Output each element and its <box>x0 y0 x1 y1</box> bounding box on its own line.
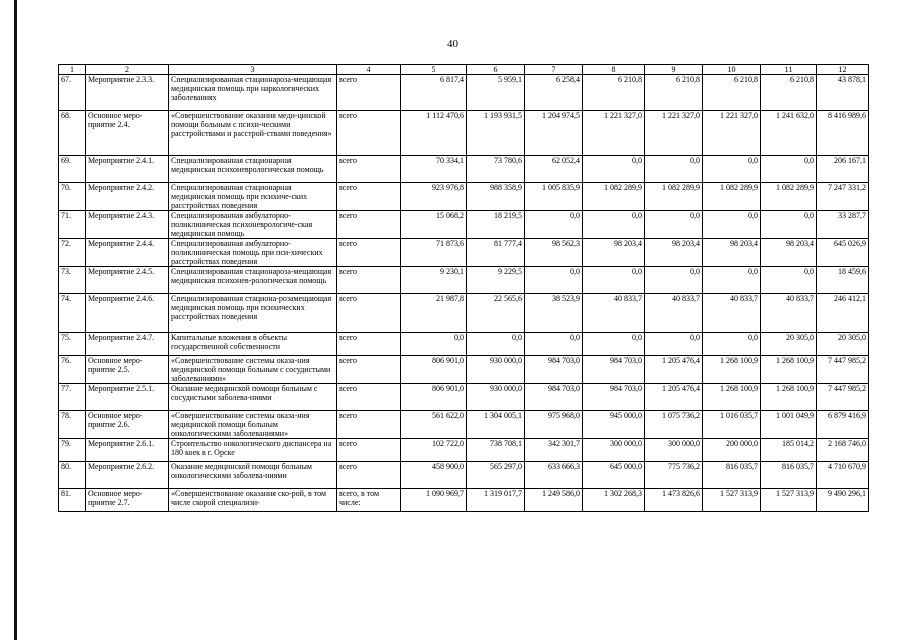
value-cell: 988 358,9 <box>467 183 525 211</box>
total-cell: 7 247 331,2 <box>817 183 869 211</box>
value-cell: 40 833,7 <box>583 294 645 333</box>
column-header: 9 <box>645 65 703 75</box>
activity-name: Оказание медицинской помощи больным с сосудистыми заболева-ниями <box>169 384 337 411</box>
row-number: 72. <box>59 239 86 267</box>
value-cell: 342 301,7 <box>525 439 583 462</box>
value-cell: 645 000,0 <box>583 462 645 489</box>
funding-source: всего <box>337 183 401 211</box>
column-header: 11 <box>761 65 817 75</box>
value-cell: 0,0 <box>467 333 525 356</box>
activity-name: Специализированная амбулаторно-поликлиническая помощь при пси-хических расстройствах поведения <box>169 239 337 267</box>
value-cell: 98 203,4 <box>645 239 703 267</box>
row-number: 68. <box>59 111 86 156</box>
value-cell: 1 268 100,9 <box>703 356 761 384</box>
value-cell: 185 014,2 <box>761 439 817 462</box>
funding-source: всего, в том числе: <box>337 489 401 512</box>
value-cell: 40 833,7 <box>645 294 703 333</box>
table-row <box>59 111 869 156</box>
value-cell: 6 817,4 <box>401 75 467 111</box>
value-cell: 1 082 289,9 <box>645 183 703 211</box>
value-cell: 0,0 <box>645 156 703 183</box>
value-cell: 806 901,0 <box>401 356 467 384</box>
value-cell: 984 703,0 <box>525 384 583 411</box>
activity-type: Основное меро-приятие 2.4. <box>86 111 169 156</box>
value-cell: 20 305,0 <box>761 333 817 356</box>
value-cell: 984 703,0 <box>525 356 583 384</box>
value-cell: 633 666,3 <box>525 462 583 489</box>
table-row <box>59 75 869 111</box>
value-cell: 0,0 <box>583 211 645 239</box>
activity-name: Специализированная стационароза-мещающая медицинская помощь при наркологических заболеваниях <box>169 75 337 111</box>
activity-type: Мероприятие 2.3.3. <box>86 75 169 111</box>
row-number: 79. <box>59 439 86 462</box>
value-cell: 73 780,6 <box>467 156 525 183</box>
activity-name: Специализированная стационарная медицинская психоневрологическая помощь <box>169 156 337 183</box>
total-cell: 7 447 985,2 <box>817 356 869 384</box>
activity-name: Строительство онкологического диспансера на 180 коек в г. Орске <box>169 439 337 462</box>
value-cell: 1 221 327,0 <box>703 111 761 156</box>
total-cell: 8 416 989,6 <box>817 111 869 156</box>
column-header: 3 <box>169 65 337 75</box>
funding-source: всего <box>337 333 401 356</box>
value-cell: 98 203,4 <box>583 239 645 267</box>
value-cell: 0,0 <box>645 211 703 239</box>
value-cell: 0,0 <box>525 267 583 294</box>
value-cell: 0,0 <box>583 156 645 183</box>
funding-source: всего <box>337 411 401 439</box>
row-number: 70. <box>59 183 86 211</box>
column-header: 4 <box>337 65 401 75</box>
activity-name: Оказание медицинской помощи больным онкологическими заболева-ниями <box>169 462 337 489</box>
scan-edge-line <box>14 0 17 640</box>
activity-type: Мероприятие 2.5.1. <box>86 384 169 411</box>
value-cell: 1 241 632,0 <box>761 111 817 156</box>
value-cell: 1 304 005,1 <box>467 411 525 439</box>
value-cell: 945 000,0 <box>583 411 645 439</box>
value-cell: 0,0 <box>401 333 467 356</box>
activity-type: Мероприятие 2.4.3. <box>86 211 169 239</box>
value-cell: 98 562,3 <box>525 239 583 267</box>
activity-name: Специализированная стационарная медицинская помощь при психиче-ских расстройствах поведения <box>169 183 337 211</box>
row-number: 77. <box>59 384 86 411</box>
funding-source: всего <box>337 384 401 411</box>
value-cell: 1 527 313,9 <box>761 489 817 512</box>
value-cell: 0,0 <box>525 333 583 356</box>
column-header: 7 <box>525 65 583 75</box>
row-number: 78. <box>59 411 86 439</box>
value-cell: 0,0 <box>583 333 645 356</box>
value-cell: 18 219,5 <box>467 211 525 239</box>
value-cell: 1 016 035,7 <box>703 411 761 439</box>
value-cell: 98 203,4 <box>703 239 761 267</box>
value-cell: 984 703,0 <box>583 356 645 384</box>
value-cell: 5 959,1 <box>467 75 525 111</box>
activity-type: Мероприятие 2.4.6. <box>86 294 169 333</box>
value-cell: 1 319 017,7 <box>467 489 525 512</box>
value-cell: 0,0 <box>761 267 817 294</box>
value-cell: 98 203,4 <box>761 239 817 267</box>
row-number: 74. <box>59 294 86 333</box>
table-row <box>59 356 869 384</box>
budget-table <box>58 64 869 512</box>
value-cell: 816 035,7 <box>761 462 817 489</box>
value-cell: 984 703,0 <box>583 384 645 411</box>
table-row <box>59 239 869 267</box>
row-number: 71. <box>59 211 86 239</box>
table-row <box>59 183 869 211</box>
total-cell: 206 167,1 <box>817 156 869 183</box>
column-header: 5 <box>401 65 467 75</box>
value-cell: 21 987,8 <box>401 294 467 333</box>
value-cell: 22 565,6 <box>467 294 525 333</box>
value-cell: 1 082 289,9 <box>703 183 761 211</box>
funding-source: всего <box>337 211 401 239</box>
activity-type: Мероприятие 2.4.1. <box>86 156 169 183</box>
value-cell: 300 000,0 <box>583 439 645 462</box>
value-cell: 71 873,6 <box>401 239 467 267</box>
value-cell: 40 833,7 <box>761 294 817 333</box>
column-header: 2 <box>86 65 169 75</box>
value-cell: 775 736,2 <box>645 462 703 489</box>
value-cell: 0,0 <box>645 333 703 356</box>
funding-source: всего <box>337 439 401 462</box>
funding-source: всего <box>337 156 401 183</box>
value-cell: 1 527 313,9 <box>703 489 761 512</box>
activity-type: Мероприятие 2.4.5. <box>86 267 169 294</box>
value-cell: 9 230,1 <box>401 267 467 294</box>
activity-name: «Совершенствование системы оказа-ния медицинской помощи больным с сосудистыми заболеваниями» <box>169 356 337 384</box>
row-number: 67. <box>59 75 86 111</box>
value-cell: 1 268 100,9 <box>703 384 761 411</box>
total-cell: 2 168 746,0 <box>817 439 869 462</box>
activity-type: Мероприятие 2.4.7. <box>86 333 169 356</box>
table-row <box>59 333 869 356</box>
value-cell: 1 221 327,0 <box>645 111 703 156</box>
value-cell: 1 268 100,9 <box>761 384 817 411</box>
total-cell: 6 879 416,9 <box>817 411 869 439</box>
funding-source: всего <box>337 111 401 156</box>
table-row <box>59 156 869 183</box>
value-cell: 1 205 476,4 <box>645 384 703 411</box>
page-number: 40 <box>447 38 458 50</box>
total-cell: 33 287,7 <box>817 211 869 239</box>
value-cell: 6 210,8 <box>645 75 703 111</box>
value-cell: 300 000,0 <box>645 439 703 462</box>
value-cell: 1 302 268,3 <box>583 489 645 512</box>
value-cell: 1 473 826,6 <box>645 489 703 512</box>
value-cell: 62 052,4 <box>525 156 583 183</box>
value-cell: 1 082 289,9 <box>761 183 817 211</box>
activity-name: «Совершенствование оказания меди-цинской помощи больным с психи-ческими расстройствами и расстрой-ствами поведения» <box>169 111 337 156</box>
activity-type: Основное меро-приятие 2.5. <box>86 356 169 384</box>
total-cell: 645 026,9 <box>817 239 869 267</box>
value-cell: 0,0 <box>645 267 703 294</box>
total-cell: 43 878,1 <box>817 75 869 111</box>
value-cell: 0,0 <box>703 211 761 239</box>
table-row <box>59 384 869 411</box>
value-cell: 930 000,0 <box>467 356 525 384</box>
value-cell: 6 210,8 <box>761 75 817 111</box>
row-number: 75. <box>59 333 86 356</box>
row-number: 69. <box>59 156 86 183</box>
total-cell: 4 710 670,9 <box>817 462 869 489</box>
table-row <box>59 267 869 294</box>
activity-name: «Совершенствование оказания ско-рой, в том числе скорой специализи- <box>169 489 337 512</box>
column-header: 10 <box>703 65 761 75</box>
row-number: 76. <box>59 356 86 384</box>
row-number: 73. <box>59 267 86 294</box>
value-cell: 1 112 470,6 <box>401 111 467 156</box>
funding-source: всего <box>337 462 401 489</box>
activity-name: Специализированная амбулаторно-поликлиническая психоневрологиче-ская медицинская помощь <box>169 211 337 239</box>
value-cell: 6 258,4 <box>525 75 583 111</box>
activity-type: Мероприятие 2.6.1. <box>86 439 169 462</box>
funding-source: всего <box>337 356 401 384</box>
column-header: 1 <box>59 65 86 75</box>
total-cell: 9 490 296,1 <box>817 489 869 512</box>
value-cell: 738 708,1 <box>467 439 525 462</box>
activity-name: Специализированная стационароза-мещающая медицинская психонев-рологическая помощь <box>169 267 337 294</box>
funding-source: всего <box>337 294 401 333</box>
value-cell: 70 334,1 <box>401 156 467 183</box>
value-cell: 1 090 969,7 <box>401 489 467 512</box>
activity-name: «Совершенствование системы оказа-ния медицинской помощи больным онкологическими заболеваниями» <box>169 411 337 439</box>
value-cell: 200 000,0 <box>703 439 761 462</box>
value-cell: 0,0 <box>525 211 583 239</box>
activity-name: Специализированная стациона-розамещающая медицинская помощь при психических расстройствах поведения <box>169 294 337 333</box>
value-cell: 40 833,7 <box>703 294 761 333</box>
value-cell: 1 268 100,9 <box>761 356 817 384</box>
funding-source: всего <box>337 267 401 294</box>
funding-source: всего <box>337 239 401 267</box>
value-cell: 0,0 <box>703 267 761 294</box>
value-cell: 1 221 327,0 <box>583 111 645 156</box>
table-row <box>59 411 869 439</box>
total-cell: 7 447 985,2 <box>817 384 869 411</box>
value-cell: 930 000,0 <box>467 384 525 411</box>
value-cell: 975 968,0 <box>525 411 583 439</box>
value-cell: 561 622,0 <box>401 411 467 439</box>
value-cell: 6 210,8 <box>703 75 761 111</box>
value-cell: 6 210,8 <box>583 75 645 111</box>
total-cell: 20 305,0 <box>817 333 869 356</box>
column-header: 12 <box>817 65 869 75</box>
activity-name: Капитальные вложения в объекты государственной собственности <box>169 333 337 356</box>
column-header: 8 <box>583 65 645 75</box>
value-cell: 102 722,0 <box>401 439 467 462</box>
value-cell: 0,0 <box>761 156 817 183</box>
table-row <box>59 462 869 489</box>
activity-type: Мероприятие 2.6.2. <box>86 462 169 489</box>
table-row <box>59 439 869 462</box>
row-number: 80. <box>59 462 86 489</box>
value-cell: 923 976,8 <box>401 183 467 211</box>
value-cell: 9 229,5 <box>467 267 525 294</box>
activity-type: Основное меро-приятие 2.7. <box>86 489 169 512</box>
value-cell: 1 001 049,9 <box>761 411 817 439</box>
value-cell: 15 068,2 <box>401 211 467 239</box>
value-cell: 0,0 <box>703 156 761 183</box>
value-cell: 1 204 974,5 <box>525 111 583 156</box>
value-cell: 565 297,0 <box>467 462 525 489</box>
activity-type: Мероприятие 2.4.2. <box>86 183 169 211</box>
funding-source: всего <box>337 75 401 111</box>
value-cell: 0,0 <box>761 211 817 239</box>
total-cell: 18 459,6 <box>817 267 869 294</box>
value-cell: 1 075 736,2 <box>645 411 703 439</box>
table-row <box>59 211 869 239</box>
table-row <box>59 294 869 333</box>
value-cell: 0,0 <box>703 333 761 356</box>
value-cell: 816 035,7 <box>703 462 761 489</box>
table-row <box>59 489 869 512</box>
activity-type: Мероприятие 2.4.4. <box>86 239 169 267</box>
value-cell: 1 249 586,0 <box>525 489 583 512</box>
total-cell: 246 412,1 <box>817 294 869 333</box>
value-cell: 1 082 289,9 <box>583 183 645 211</box>
activity-type: Основное меро-приятие 2.6. <box>86 411 169 439</box>
value-cell: 38 523,9 <box>525 294 583 333</box>
value-cell: 0,0 <box>583 267 645 294</box>
table-header-row <box>59 65 869 75</box>
value-cell: 81 777,4 <box>467 239 525 267</box>
value-cell: 806 901,0 <box>401 384 467 411</box>
value-cell: 1 205 476,4 <box>645 356 703 384</box>
value-cell: 458 900,0 <box>401 462 467 489</box>
row-number: 81. <box>59 489 86 512</box>
column-header: 6 <box>467 65 525 75</box>
value-cell: 1 193 931,5 <box>467 111 525 156</box>
value-cell: 1 005 835,9 <box>525 183 583 211</box>
